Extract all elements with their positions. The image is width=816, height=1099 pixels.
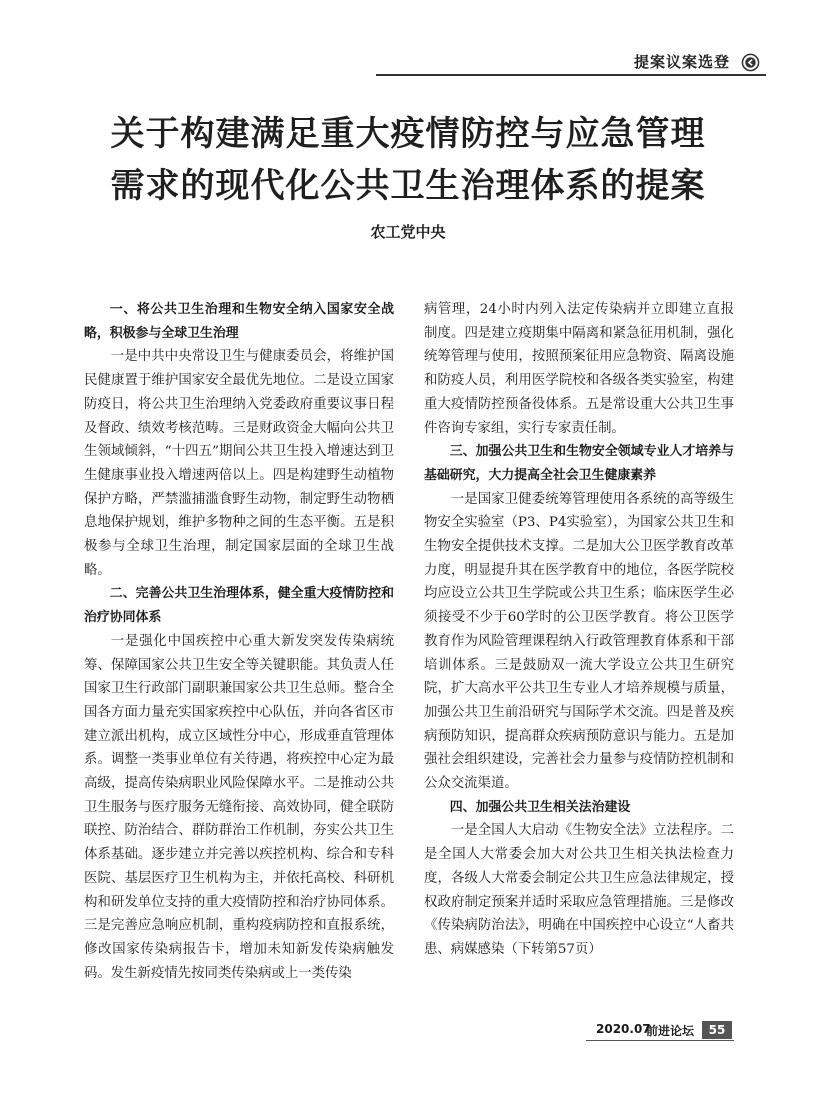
- right-column: [424, 298, 734, 962]
- title-line-1: 关于构建满足重大疫情防控与应急管理: [110, 114, 706, 154]
- arrow-left-circle-icon: [741, 53, 760, 72]
- paragraph: 一是国家卫健委统筹管理使用各系统的高等级生物安全实验室（P3、P4实验室），为国家公共卫生和生物安全提供技术支撑。二是加大公卫医学教育改革力度，明显提升其在医学教育中的地位，各医学院校均应设立公共卫生学院或公共卫生系；临床医学生必须接受不少于60学时的公卫医学教育。将公卫医学教育作为风险管理课程纳入行政管理教育体系和干部培训体系。三是鼓励双一流大学设立公共卫生研究院，扩大高水平公共卫生专业人才培养规模与质量，加强公共卫生前沿研究与国际学术交流。四是普及疾病预防知识，提高群众疾病预防意识与能力。五是加强社会组织建设，完善社会力量参与疫情防控机制和公众交流渠道。: [424, 491, 734, 792]
- section-heading-1: 一、将公共卫生治理和生物安全纳入国家安全战略，积极参与全球卫生治理: [84, 302, 394, 341]
- title-line-2: 需求的现代化公共卫生治理体系的提案: [110, 166, 706, 206]
- left-column: [84, 298, 394, 985]
- paragraph: 一是全国人大启动《生物安全法》立法程序。二是全国人大常委会加大对公共卫生相关执法检查力度，各级人大常委会制定公共卫生应急法律规定，授权政府制定预案并适时采取应急管理措施。三是修改《传染病防治法》，明确在中国疾控中心设立“人畜共患、病媒感染（下转第57页）: [424, 823, 734, 957]
- issue-date: 2020.07: [596, 1022, 651, 1036]
- author: 农工党中央: [370, 223, 446, 241]
- footer-rule: [586, 1040, 734, 1041]
- paragraph: 一是强化中国疾控中心重大新发突发传染病统筹、保障国家公共卫生安全等关键职能。其负责人任国家卫生行政部门副职兼国家公共卫生总师。整合全国各方面力量充实国家疾控中心队伍，并向各省区市建立派出机构，成立区域性分中心，形成垂直管理体系。调整一类事业单位有关待遇，将疾控中心定为最高级，提高传染病职业风险保障水平。二是推动公共卫生服务与医疗服务无缝衔接、高效协同，健全联防联控、防治结合、群防群治工作机制，夯实公共卫生体系基础。逐步建立并完善以疾控机构、综合和专科医院、基层医疗卫生机构为主，并依托高校、科研机构和研发单位支持的重大疫情防控和治疗协同体系。三是完善应急响应机制，重构疫病防控和直报系统，修改国家传染病报告卡，增加未知新发传染病触发码。发生新疫情先按同类传染病或上一类传染: [84, 633, 394, 981]
- section-heading-2: 二、完善公共卫生治理体系，健全重大疫情防控和治疗协同体系: [84, 586, 394, 626]
- journal-name: 前进论坛: [646, 1024, 695, 1038]
- section-heading-4: 四、加强公共卫生相关法治建设: [449, 799, 631, 815]
- paragraph: 一是中共中央常设卫生与健康委员会，将维护国民健康置于维护国家安全最优先地位。二是设立国家防疫日，将公共卫生治理纳入党委政府重要议事日程及督政、绩效考核范畴。三是财政资金大幅向公共卫生领域倾斜，“十四五”期间公共卫生投入增速达到卫生健康事业投入增速两倍以上。四是构建野生动植物保护方略，严禁滥捕滥食野生动物，制定野生动物栖息地保护规划，维护多物种之间的生态平衡。五是积极参与全球卫生治理，制定国家层面的全球卫生战略。: [84, 349, 394, 578]
- section-label: 提案议案选登: [633, 53, 730, 71]
- page-number: 55: [702, 1021, 732, 1039]
- paragraph-continued: 病管理，24小时内列入法定传染病并立即建立直报制度。四是建立疫期集中隔离和紧急征用机制，强化统筹管理与使用，按照预案征用应急物资、隔离设施和防疫人员，利用医学院校和各级各类实验室，构建重大疫情防控预备役体系。五是常设重大公共卫生事件咨询专家组，实行专家责任制。: [424, 302, 734, 436]
- section-heading-3: 三、加强公共卫生和生物安全领域专业人才培养与基础研究，大力提高全社会卫生健康素养: [424, 444, 734, 483]
- article-title: [40, 108, 776, 212]
- header-rule: [376, 74, 766, 76]
